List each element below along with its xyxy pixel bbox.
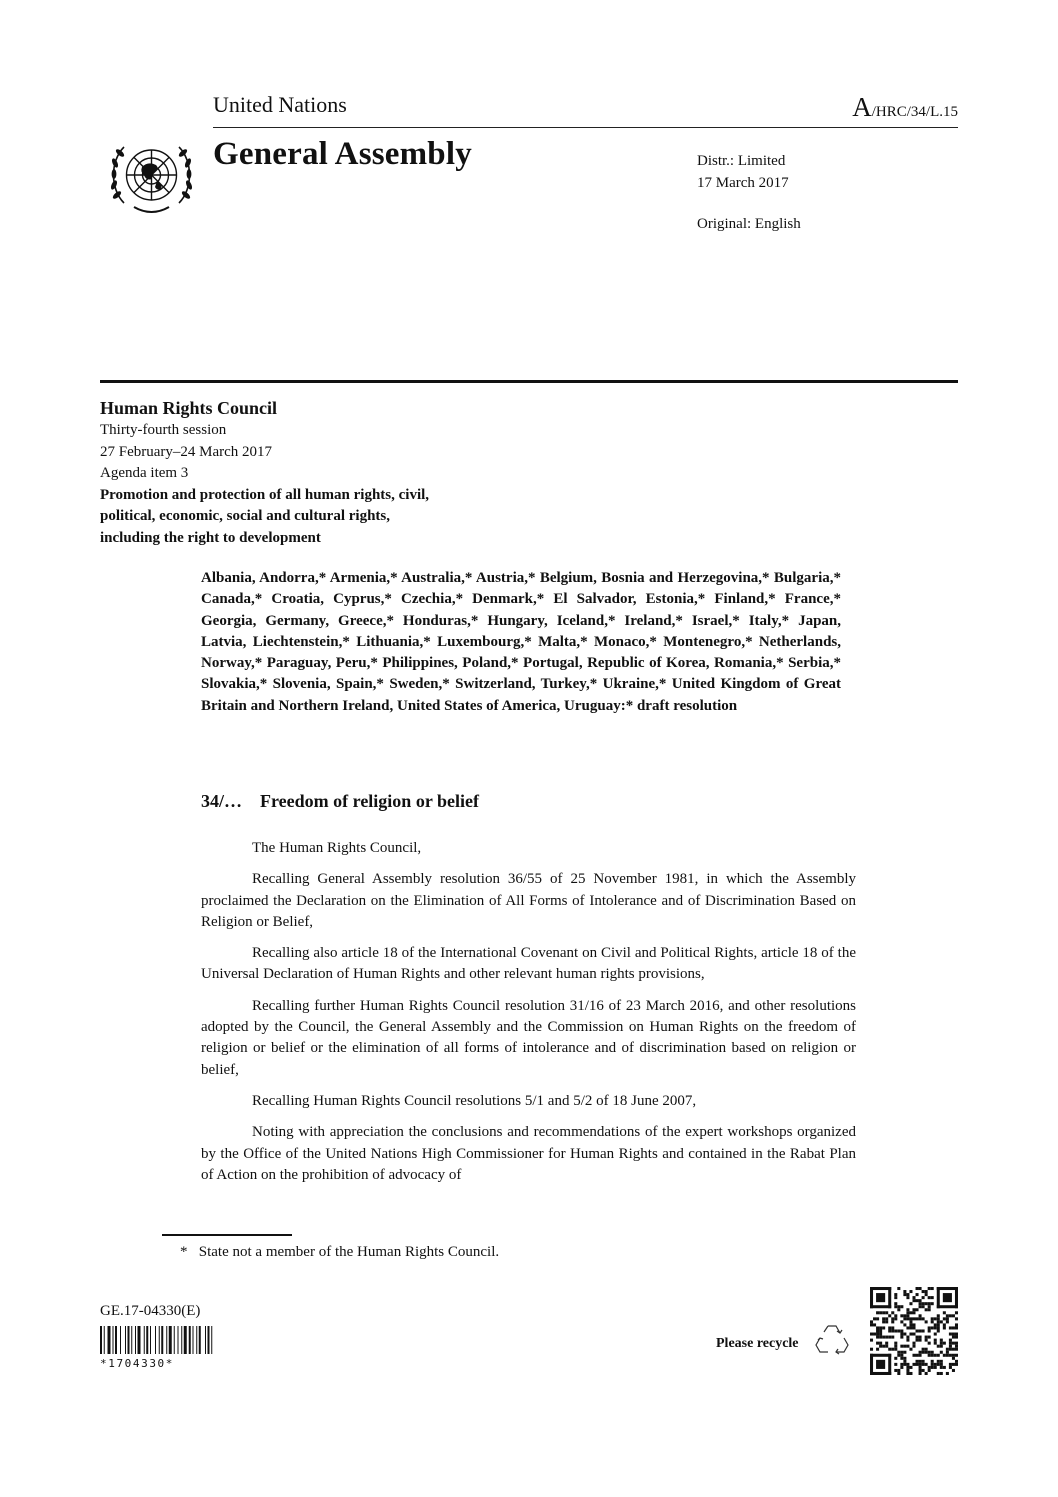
page-title: General Assembly [213,136,472,172]
paragraph: Noting with appreciation the conclusions and recommendations of the expert workshops organized by the Office of the United Nations High Commissioner for Human Rights and contained in the Rabat Plan of Action on the prohibition of advocacy of [201,1124,856,1183]
footnote: * State not a member of the Human Rights Council. [180,1244,500,1260]
original-language: Original: English [697,216,801,232]
distribution: Distr.: Limited [697,153,786,169]
paragraph: Recalling also article 18 of the International Covenant on Civil and Political Rights, article 18 of the Universal Declaration of Human Rights and other relevant human rights provisions, [201,945,856,983]
symbol-rest: /HRC/34/L.15 [871,104,958,120]
paragraph: Recalling Human Rights Council resolutions 5/1 and 5/2 of 18 June 2007, [252,1092,697,1109]
barcode-text: *1704330* [100,1357,175,1370]
sponsor-list: Albania, Andorra,* Armenia,* Australia,* Austria,* Belgium, Bosnia and Herzegovina,* Bulgaria,* Canada,* Croatia, Cyprus,* Czechia,* Denmark,* El Salvador, Estonia,* Finland,* France,* Georgia, Germany, Greece,* Honduras,* Hungary, Iceland,* Ireland,* Israel,* Italy,* Japan, Latvia, Liechtenstein,* Lithuania,* Luxembourg,* Malta,* Monaco,* Montenegro,* Netherlands, Norway,* Paraguay, Peru,* Philippines, Poland,* Portugal, Republic of Korea, Romania,* Serbia,* Slovakia,* Slovenia, Spain,* Sweden,* Switzerland, Turkey,* Ukraine,* United Kingdom of Great Britain and Northern Ireland, United States of America, Uruguay:* draft resolution [201,570,841,714]
org-name: United Nations [213,92,347,117]
agenda-title-line-3: including the right to development [100,529,321,546]
job-number: GE.17-04330(E) [100,1303,201,1319]
agenda-item: Agenda item 3 [100,465,189,481]
resolution-body [201,838,856,1196]
resolution-number: 34/… [201,791,243,811]
recycle-label: Please recycle [716,1336,799,1351]
agenda-title-line-1: Promotion and protection of all human rights, civil, [100,486,430,503]
council-name: Human Rights Council [100,398,278,418]
footnote-rule [162,1234,292,1236]
qr-code-icon [870,1287,958,1375]
paragraph: The Human Rights Council, [252,840,422,856]
resolution-title: Freedom of religion or belief [260,791,479,811]
issue-date: 17 March 2017 [697,175,789,191]
paragraph: Recalling General Assembly resolution 36/55 of 25 November 1981, in which the Assembly proclaimed the Declaration on the Elimination of All Forms of Intolerance and of Discrimination Based on Religion or Belief, [201,871,856,930]
council-block [100,396,429,549]
barcode-icon [100,1326,250,1354]
header-rule [213,127,958,128]
document-symbol [852,92,958,123]
section-rule [100,380,958,383]
un-emblem-icon [104,137,199,222]
resolution-heading [201,791,479,812]
symbol-initial: A [852,92,872,122]
session: Thirty-fourth session [100,422,227,438]
agenda-title-line-2: political, economic, social and cultural rights, [100,508,390,524]
session-dates: 27 February–24 March 2017 [100,443,273,460]
paragraph: Recalling further Human Rights Council resolution 31/16 of 23 March 2016, and other resolutions adopted by the Council, the General Assembly and the Commission on Human Rights on the freedom of religion or belief or the elimination of all forms of intolerance and of discrimination based on religion or belief, [201,997,856,1078]
distribution-block [697,150,801,235]
recycle-icon [814,1322,850,1356]
